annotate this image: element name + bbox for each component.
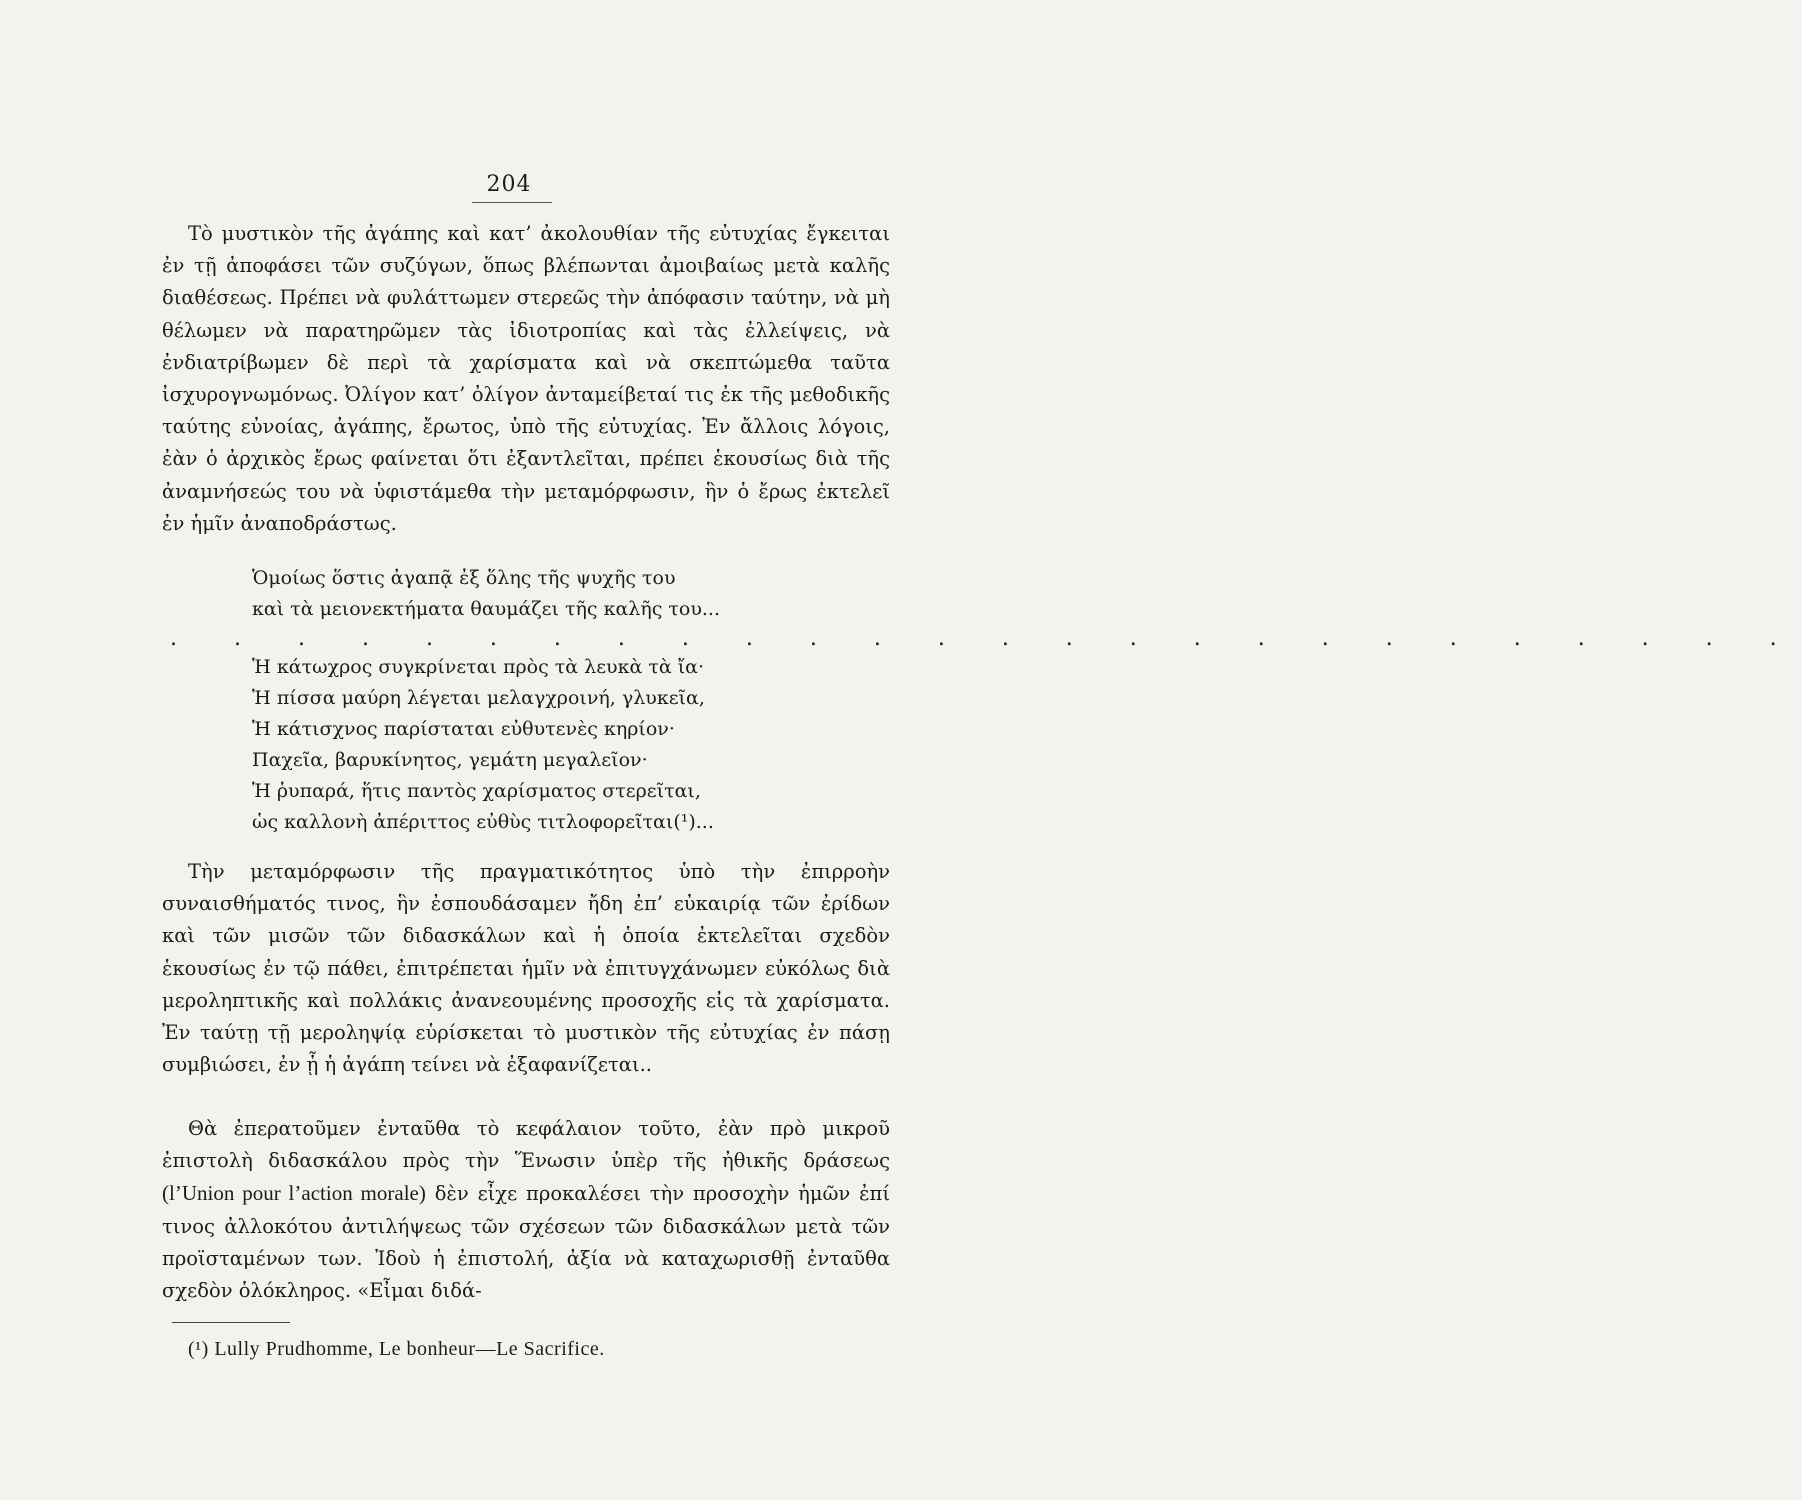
poem-line: Ἡ ῥυπαρά, ἥτις παντὸς χαρίσματος στερεῖται,	[252, 780, 701, 802]
paragraph-2: Τὴν μεταμόρφωσιν τῆς πραγματικότητος ὑπὸ τὴν ἐπιρροὴν συναισθήματός τινος, ἣν ἐσπουδάσαμεν ἤδη ἐπ’ εὐκαιρίᾳ τῶν ἐρίδων καὶ τῶν μισῶν τῶν διδασκάλων καὶ ἡ ὁποία ἐκτελεῖται σχεδὸν ἑκουσίως ἐν τῷ πάθει, ἐπιτρέπεται ἡμῖν νὰ ἐπιτυγχάνωμεν εὐκόλως διὰ μεροληπτικῆς καὶ πολλάκις ἀνανεουμένης προσοχῆς εἰς τὰ χαρίσματα. Ἐν ταύτῃ τῇ μεροληψίᾳ εὑρίσκεται τὸ μυστικὸν τῆς εὐτυχίας ἐν πάσῃ συμβιώσει, ἐν ᾗ ἡ ἀγάπη τείνει νὰ ἐξαφανίζεται..	[162, 860, 890, 1077]
page-number: 204	[486, 172, 532, 197]
poem-line-text: ὡς καλλονὴ ἀπέριττος εὐθὺς τιτλοφορεῖται	[252, 811, 674, 833]
french-phrase: (l’Union pour l’action morale)	[162, 1181, 426, 1206]
footnote-marker: (¹)	[188, 1338, 209, 1360]
poem-line: Ἡ κάτισχνος παρίσταται εὐθυτενὲς κηρίον·	[252, 718, 675, 740]
poem-part-1	[252, 563, 872, 625]
poem-line: Ἡ πίσσα μαύρη λέγεται μελαγχροινή, γλυκεῖα,	[252, 687, 705, 709]
ellipsis-row: . . . . . . . . . . . . . . . . . . . . . . . . . .	[170, 626, 1802, 651]
poem-line	[252, 807, 872, 838]
footnote	[188, 1338, 605, 1361]
footnote-text: Lully Prudhomme, Le bonheur—Le Sacrifice.	[214, 1338, 605, 1360]
poem-part-2	[252, 652, 872, 838]
paragraph-3-start: Θὰ ἐπερατοῦμεν ἐνταῦθα τὸ κεφάλαιον τοῦτο, ἐὰν πρὸ μικροῦ ἐπιστολὴ διδασκάλου πρὸς τὴν Ἕνωσιν ὑπὲρ τῆς ἠθικῆς δράσεως	[162, 1117, 890, 1173]
poem-line: Ἡ κάτωχρος συγκρίνεται πρὸς τὰ λευκὰ τὰ ἴα·	[252, 656, 705, 678]
footnote-reference: (¹)...	[673, 811, 714, 833]
poem-line: Παχεῖα, βαρυκίνητος, γεμάτη μεγαλεῖον·	[252, 749, 648, 771]
poem-line: καὶ τὰ μειονεκτήματα θαυμάζει τῆς καλῆς του...	[252, 598, 721, 620]
header-rule	[472, 202, 552, 203]
paragraph-1: Τὸ μυστικὸν τῆς ἀγάπης καὶ κατ’ ἀκολουθίαν τῆς εὐτυχίας ἔγκειται ἐν τῇ ἀποφάσει τῶν συζύγων, ὅπως βλέπωνται ἀμοιβαίως μετὰ καλῆς διαθέσεως. Πρέπει νὰ φυλάττωμεν στερεῶς τὴν ἀπόφασιν ταύτην, νὰ μὴ θέλωμεν νὰ παρατηρῶμεν τὰς ἰδιοτροπίας καὶ τὰς ἐλλείψεις, νὰ ἐνδιατρίβωμεν δὲ περὶ τὰ χαρίσματα καὶ νὰ σκεπτώμεθα ταῦτα ἰσχυρογνωμόνως. Ὀλίγον κατ’ ὀλίγον ἀνταμείβεταί τις ἐκ τῆς μεθοδικῆς ταύτης εὐνοίας, ἀγάπης, ἔρωτος, ὑπὸ τῆς εὐτυχίας. Ἐν ἄλλοις λόγοις, ἐὰν ὁ ἀρχικὸς ἔρως φαίνεται ὅτι ἐξαντλεῖται, πρέπει ἑκουσίως διὰ τῆς ἀναμνήσεώς του νὰ ὑφιστάμεθα τὴν μεταμόρφωσιν, ἣν ὁ ἔρως ἐκτελεῖ ἐν ἡμῖν ἀναποδράστως.	[162, 222, 890, 535]
paragraph-3-end: δὲν εἶχε προκαλέσει τὴν προσοχὴν ἡμῶν ἐπί τινος ἀλλοκότου ἀντιλήψεως τῶν σχέσεων τῶν διδασκάλων μετὰ τῶν προϊσταμένων των. Ἰδοὺ ἡ ἐπιστολή, ἀξία νὰ καταχωρισθῇ ἐνταῦθα σχεδὸν ὁλόκληρος. «Εἶμαι διδά-	[162, 1182, 890, 1303]
footnote-rule	[172, 1322, 290, 1323]
poem-line: Ὁμοίως ὅστις ἀγαπᾷ ἐξ ὅλης τῆς ψυχῆς του	[252, 567, 676, 589]
paragraph-3	[162, 1113, 890, 1307]
